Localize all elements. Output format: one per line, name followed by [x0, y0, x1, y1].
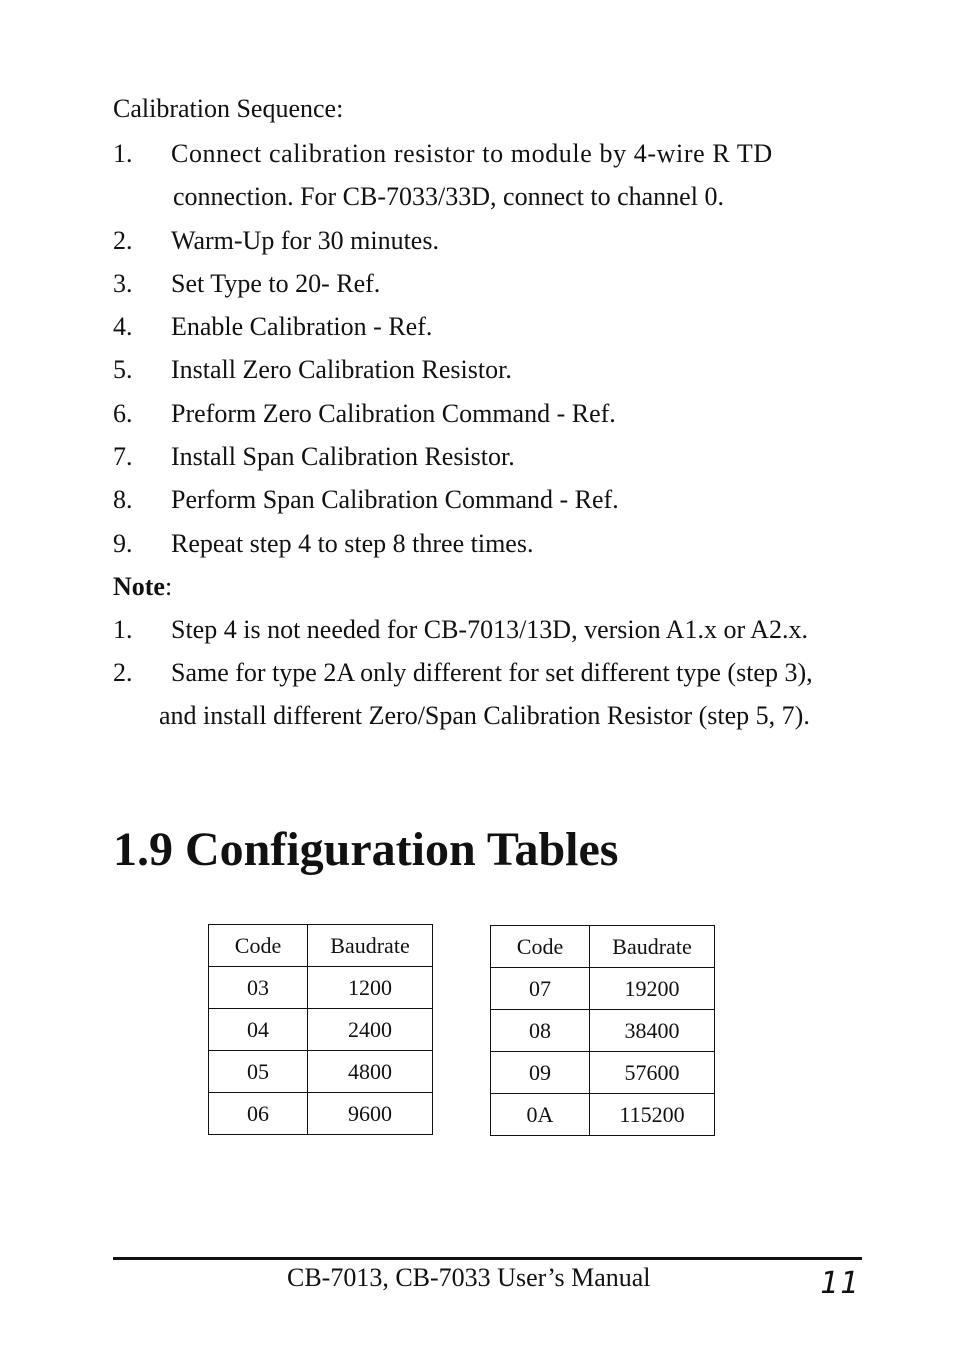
list-item: [113, 395, 893, 438]
code-cell: 09: [491, 1052, 590, 1094]
step-text: Install Span Calibration Resistor.: [171, 442, 515, 472]
code-cell: 05: [209, 1051, 308, 1093]
calibration-steps-list: [113, 135, 893, 568]
table-row: [491, 1010, 715, 1052]
baudrate-cell: 115200: [590, 1094, 715, 1136]
code-cell: 0A: [491, 1094, 590, 1136]
code-cell: 06: [209, 1093, 308, 1135]
step-text: Repeat step 4 to step 8 three times.: [171, 528, 534, 558]
step-number: 7.: [113, 442, 133, 472]
step-text-continued: connection. For CB-7033/33D, connect to channel 0.: [173, 182, 724, 211]
baudrate-cell: 4800: [308, 1051, 433, 1093]
list-item: [113, 654, 913, 741]
table-row: [209, 1051, 433, 1093]
baudrate-cell: 2400: [308, 1009, 433, 1051]
note-number: 2.: [113, 658, 133, 688]
step-number: 6.: [113, 398, 133, 428]
note-title: [113, 568, 172, 606]
step-text: Preform Zero Calibration Command - Ref.: [171, 398, 616, 428]
note-label: Note: [113, 572, 165, 601]
list-item: [113, 222, 893, 265]
step-text: Set Type to 20- Ref.: [171, 268, 381, 298]
table-row: [491, 1052, 715, 1094]
note-number: 1.: [113, 615, 133, 644]
step-number: 9.: [113, 528, 133, 558]
list-item: [113, 438, 893, 481]
note-text: Step 4 is not needed for CB-7013/13D, version A1.x or A2.x.: [171, 615, 808, 644]
note-text-continued: and install different Zero/Span Calibration Resistor (step 5, 7).: [159, 701, 810, 731]
step-text: Perform Span Calibration Command - Ref.: [171, 485, 619, 515]
table-header-row: [491, 926, 715, 968]
step-text: Connect calibration resistor to module by 4-wire R TD: [171, 139, 773, 168]
table-row: [491, 968, 715, 1010]
note-colon: :: [164, 572, 173, 601]
list-item: [113, 525, 893, 568]
list-item: [113, 351, 893, 394]
code-cell: 08: [491, 1010, 590, 1052]
step-text: Enable Calibration - Ref.: [171, 312, 433, 342]
code-cell: 07: [491, 968, 590, 1010]
step-number: 2.: [113, 225, 133, 255]
column-header-baudrate: Baudrate: [590, 926, 715, 968]
notes-list: [113, 611, 913, 741]
footer-manual-title: CB-7013, CB-7033 User’s Manual: [287, 1263, 651, 1292]
table-row: [209, 967, 433, 1009]
list-item: [113, 135, 893, 222]
table-header-row: [209, 925, 433, 967]
page-number: 11: [820, 1266, 861, 1301]
baudrate-table-left: [208, 924, 433, 1135]
table-row: [491, 1094, 715, 1136]
step-number: 8.: [113, 485, 133, 515]
column-header-code: Code: [491, 926, 590, 968]
baudrate-cell: 1200: [308, 967, 433, 1009]
step-number: 5.: [113, 355, 133, 385]
baudrate-table-right: [490, 925, 715, 1136]
baudrate-cell: 9600: [308, 1093, 433, 1135]
note-text: Same for type 2A only different for set different type (step 3),: [171, 658, 813, 688]
code-cell: 04: [209, 1009, 308, 1051]
step-number: 4.: [113, 312, 133, 342]
table-row: [209, 1093, 433, 1135]
baudrate-cell: 57600: [590, 1052, 715, 1094]
list-item: [113, 308, 893, 351]
column-header-code: Code: [209, 925, 308, 967]
step-text: Install Zero Calibration Resistor.: [171, 355, 512, 385]
column-header-baudrate: Baudrate: [308, 925, 433, 967]
step-number: 1.: [113, 139, 133, 168]
calibration-sequence-intro: Calibration Sequence:: [113, 94, 344, 123]
footer-divider: [113, 1257, 862, 1260]
step-number: 3.: [113, 268, 133, 298]
table-row: [209, 1009, 433, 1051]
step-text: Warm-Up for 30 minutes.: [171, 225, 439, 255]
section-heading: 1.9 Configuration Tables: [113, 823, 619, 876]
baudrate-cell: 38400: [590, 1010, 715, 1052]
list-item: [113, 481, 893, 524]
list-item: [113, 265, 893, 308]
baudrate-cell: 19200: [590, 968, 715, 1010]
list-item: [113, 611, 913, 654]
code-cell: 03: [209, 967, 308, 1009]
